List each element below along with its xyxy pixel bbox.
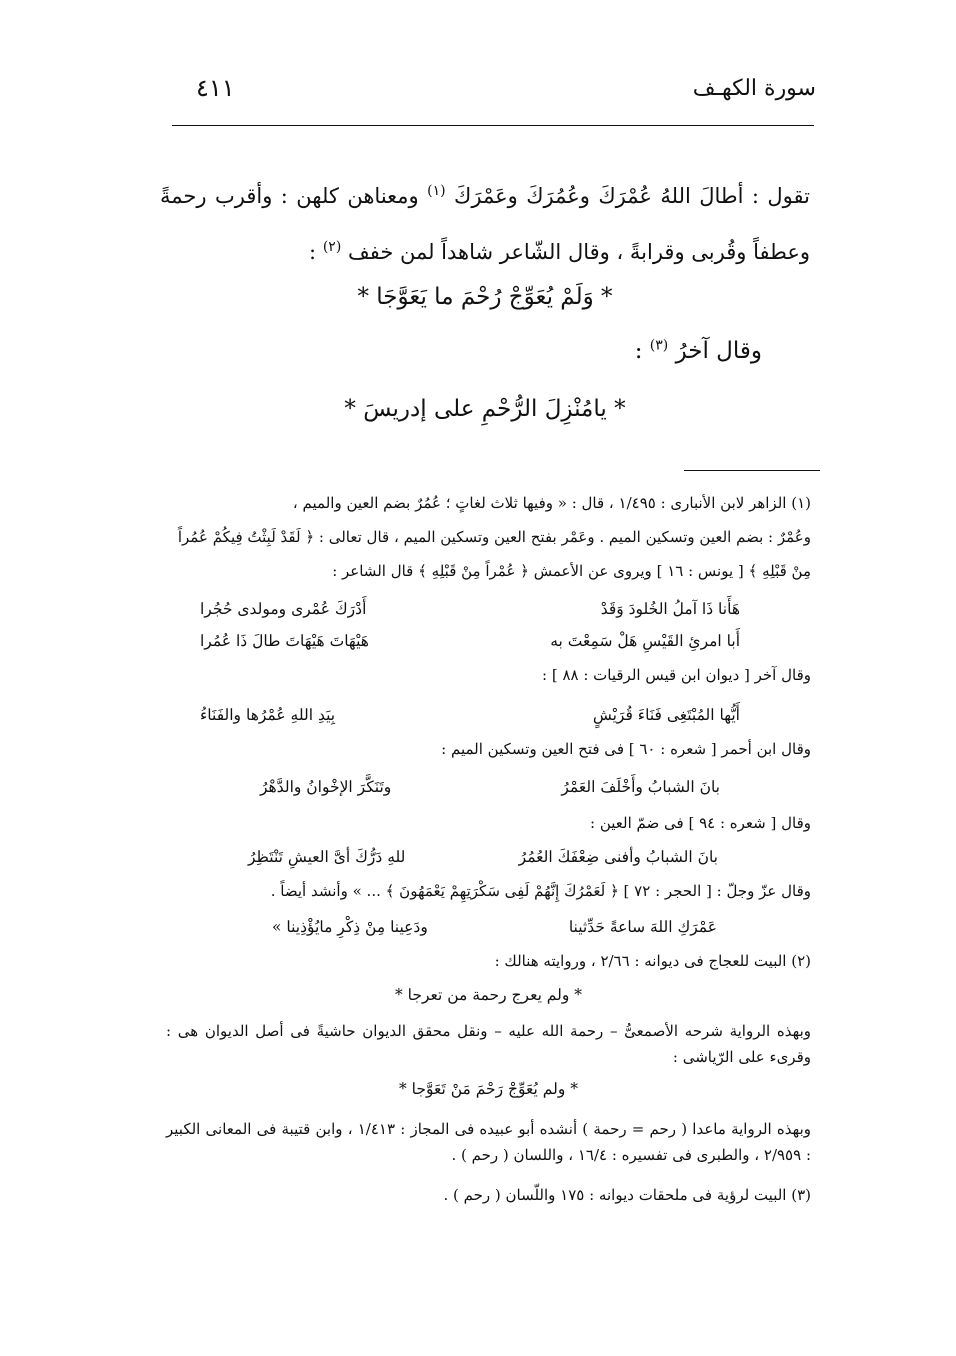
- footnote-1-line-7: وقال عزّ وجلّ : [ الحجر : ٧٢ ] ﴿ لَعَمْرُكَ إِنَّهُمْ لَفِى سَكْرَتِهِمْ يَعْمَهُونَ ﴾ ... » وأنشد أيضاً .: [270, 882, 811, 900]
- verse-hemistich: عَمْرَكِ اللهَ ساعةً حَدِّثينا: [568, 918, 717, 936]
- footnote-1-line-4: وقال آخر [ ديوان ابن قيس الرقيات : ٨٨ ] :: [542, 666, 811, 684]
- main-line-2-end: :: [634, 338, 650, 364]
- main-text-part3: :: [309, 240, 323, 264]
- main-verse-2: * يامُنْزِلَ الرُّحْمِ على إدريسَ *: [344, 396, 626, 422]
- footnote-1-line-2: وعُمْرٌ : بضم العين وتسكين الميم . وعَمْر بفتح العين وتسكين الميم ، قال تعالى : ﴿ لَقَدْ لَبِثْتُ فِيكُمْ عُمُراً: [177, 528, 811, 546]
- footnote-verse-3: [260, 778, 720, 796]
- footnote-verse-1b: [200, 632, 740, 650]
- verse-hemistich: أَبا امرئِ القَيْسِ هَلْ سَمِعْتَ به: [550, 632, 740, 650]
- footnote-ref-3[interactable]: (٣): [649, 337, 669, 354]
- verse-hemistich: بِيَدِ اللهِ عُمْرُها والفَنَاءُ: [200, 706, 336, 724]
- footnote-2-line-1: (٢) البيت للعجاج فى ديوانه : ٢/٦٦ ، وروايته هنالك :: [494, 952, 811, 970]
- footnote-ref-1[interactable]: (١): [427, 183, 446, 199]
- footnote-2-verse-1: * ولم يعرج رحمة من تعرجا *: [394, 986, 583, 1004]
- main-text-part1: تقول : أطالَ اللهُ عُمْرَكَ وعُمُرَكَ وعَمْرَكَ: [454, 184, 810, 208]
- footnote-1-line-6: وقال [ شعره : ٩٤ ] فى ضمّ العين :: [590, 814, 811, 832]
- main-verse-1: * وَلَمْ يُعَوِّجْ رُحْمَ ما يَعَوَّجَا *: [357, 284, 613, 310]
- verse-hemistich: أَدْرَكَ عُمْرى ومولدى حُجُرا: [200, 600, 367, 618]
- page-number: ٤١١: [196, 74, 235, 102]
- footnote-1-line-1: (١) الزاهر لابن الأنبارى : ١/٤٩٥ ، قال : « وفيها ثلاث لغاتٍ ؛ عُمُرٌ بضم العين والميم ،: [292, 494, 811, 512]
- footnote-verse-4: [248, 848, 718, 866]
- footnote-rule: [684, 470, 820, 471]
- verse-hemistich: ودَعِينا مِنْ ذِكْرِ مايُؤْذِينا »: [272, 918, 428, 936]
- verse-hemistich: هَأَنا ذَا آملُ الخُلودَ وَقَدْ: [600, 600, 740, 618]
- main-text-part2: ومعناهن كلهن : وأقرب رحمةً وعطفاً وقُربى وقرابةً ، وقال الشّاعر شاهداً لمن خفف: [160, 184, 810, 264]
- running-header-title: سورة الكهـف: [692, 76, 816, 101]
- verse-hemistich: بانَ الشبابُ وأفنى ضِعْفَكَ العُمُرُ: [518, 848, 718, 866]
- verse-hemistich: بانَ الشبابُ وأَخْلَفَ العَمْرُ: [561, 778, 720, 796]
- main-line-2-text: وقال آخرُ: [675, 338, 762, 364]
- verse-hemistich: للهِ دَرُّكَ أىَّ العيشِ تَنْتَظِرُ: [248, 848, 406, 866]
- footnote-ref-2[interactable]: (٢): [322, 239, 342, 255]
- footnote-3-line-1: (٣) البيت لرؤية فى ملحقات ديوانه : ١٧٥ واللّسان ( رحم ) .: [443, 1186, 811, 1204]
- footnote-2-paragraph-2: وبهذه الرواية ماعدا ( رحم = رحمة ) أنشده أبو عبيده فى المجاز : ١/٤١٣ ، وابن قتيبة فى المعانى الكبير : ٢/٩٥٩ ، والطبرى فى تفسيره : ١٦/٤ ، واللسان ( رحم ) .: [166, 1120, 811, 1164]
- verse-hemistich: هَيْهَاتَ هَيْهَاتَ طالَ ذَا عُمُرا: [200, 632, 369, 650]
- footnote-2-verse-2: * ولم يُعَوِّجْ رَحْمَ مَنْ تَعَوَّجا *: [399, 1080, 578, 1098]
- footnote-1-line-5: وقال ابن أحمر [ شعره : ٦٠ ] فى فتح العين وتسكين الميم :: [441, 740, 811, 758]
- footnote-verse-2: [200, 706, 740, 724]
- header-rule: [172, 125, 814, 126]
- footnote-verse-1a: [200, 600, 740, 618]
- main-line-2: [635, 338, 762, 364]
- footnote-2-paragraph: وبهذه الرواية شرحه الأصمعىُّ – رحمة الله عليه – ونقل محقق الديوان حاشيةً فى أصل الديوان هى : وقرىء على الرّياشى :: [166, 1022, 811, 1066]
- footnote-1-line-3: مِنْ قَبْلِهِ ﴾ [ يونس : ١٦ ] ويروى عن الأعمش ﴿ عُمْراً مِنْ قَبْلِهِ ﴾ قال الشاعر :: [332, 562, 811, 580]
- footnote-verse-5: [272, 918, 717, 936]
- verse-hemistich: أَيُّها المُبْتَغِى فَنَاءَ قُرَيْشٍ: [592, 706, 740, 724]
- main-paragraph: [160, 168, 810, 280]
- verse-hemistich: وتَنَكَّرَ الإخْوانُ والدَّهْرُ: [260, 778, 392, 796]
